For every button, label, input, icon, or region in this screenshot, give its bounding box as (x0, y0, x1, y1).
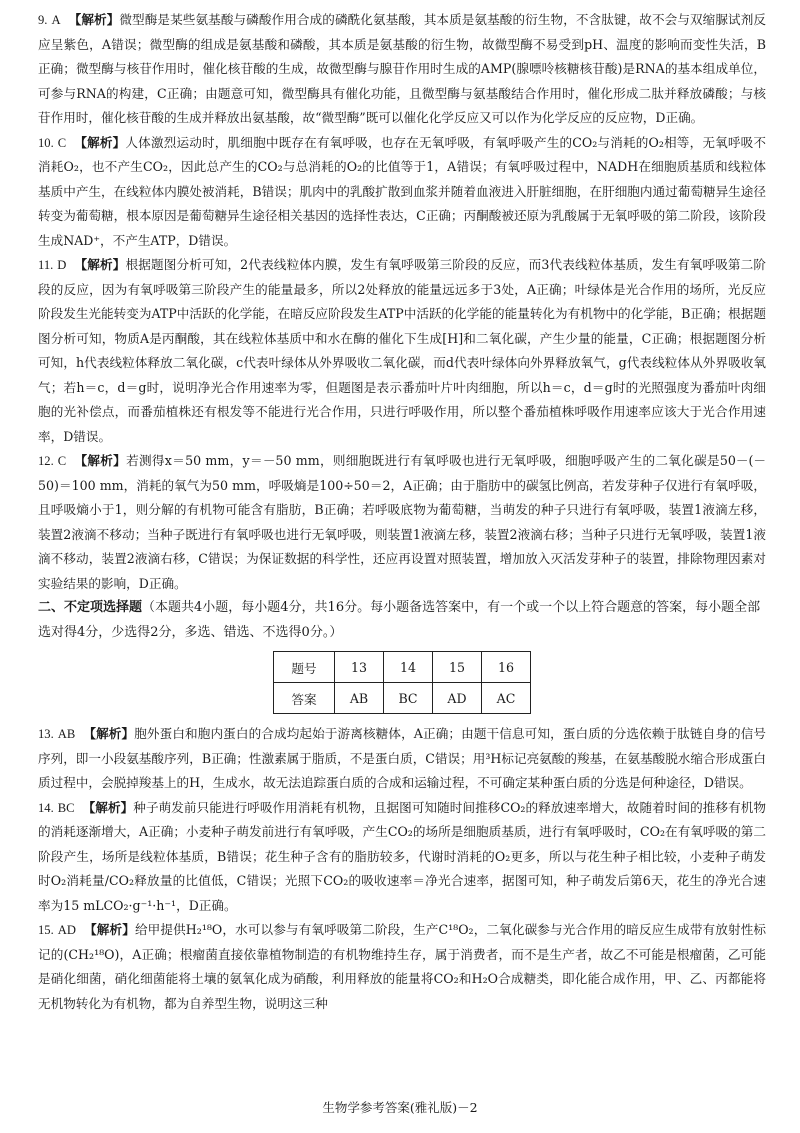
item-explanation: 微型酶是某些氨基酸与磷酸作用合成的磷酰化氨基酸，其本质是氨基酸的衍生物，不含肽键，故不会与双缩脲试剂反应呈紫色，A错误；微型酶的组成是氨基酸和磷酸，其本质是氨基酸的衍生物，故微型酶不易受到pH、温度的影响而变性失活，B正确；微型酶与核苷作用时，催化核苷酸的生成，故微型酶与腺苷作用时生成的AMP(腺嘌呤核糖核苷酸)是RNA的基本组成单位，可参与RNA的构建，C正确；由题意可知，微型酶具有催化功能，且微型酶与氨基酸结合作用时，催化形成二肽并释放磷酸；与核苷作用时，催化核苷酸的生成并释放出氨基酸，故“微型酶”既可以催化化学反应又可以作为化学反应的反应物，D正确。 (38, 12, 767, 125)
table-cell: 15 (433, 652, 482, 683)
answer-item-12 (38, 449, 766, 596)
answer-item-13 (38, 722, 766, 796)
analysis-tag: 【解析】 (74, 453, 127, 468)
answer-table-wrap (38, 651, 766, 714)
analysis-tag: 【解析】 (74, 257, 126, 272)
item-answer: C (57, 135, 67, 150)
table-cell: AB (335, 683, 384, 714)
item-explanation: 根据题图分析可知，2代表线粒体内膜，发生有氧呼吸第三阶段的反应，而3代表线粒体基质，发生有氧呼吸第二阶段的反应，因为有氧呼吸第三阶段产生的能量最多，所以2处释放的能量远远多于3处，A正确；叶绿体是光合作用的场所，光反应阶段发生光能转变为ATP中活跃的化学能，在暗反应阶段发生ATP中活跃的化学能的能量转化为有机物中的化学能，B正确；根据题图分析可知，物质A是丙酮酸，其在线粒体基质中和水在酶的催化下生成[H]和二氧化碳，产生少量的能量，C正确；根据题图分析可知，h代表线粒体释放二氧化碳，c代表叶绿体从外界吸收二氧化碳，而d代表叶绿体向外界释放氧气，g代表线粒体从外界吸收氧气；若h＝c，d＝g时，说明净光合作用速率为零，但题图是表示番茄叶片叶肉细胞，所以h＝c，d＝g时的光照强度为番茄叶肉细胞的光补偿点，而番茄植株还有根发等不能进行光合作用，只进行呼吸作用，所以整个番茄植株呼吸作用速率应该大于光合作用速率，D错误。 (38, 257, 767, 444)
table-row (274, 652, 531, 683)
answer-list-part1 (38, 8, 766, 596)
item-answer: AB (57, 727, 76, 741)
analysis-tag: 【解析】 (68, 12, 120, 27)
item-number: 9. (38, 13, 48, 27)
item-answer: AD (57, 923, 76, 937)
analysis-tag: 【解析】 (82, 799, 134, 815)
answer-item-9 (38, 8, 766, 131)
section-title: 二、不定项选择题 (38, 600, 143, 615)
table-cell: AD (433, 683, 482, 714)
table-cell: 16 (482, 652, 531, 683)
answer-table (273, 651, 531, 714)
item-number: 12. (38, 454, 54, 468)
item-explanation: 若测得x＝50 mm，y＝－50 mm，则细胞既进行有氧呼吸也进行无氧呼吸，细胞呼吸产生的二氧化碳是50－(－50)＝100 mm，消耗的氧气为50 mm，呼吸熵是100÷50＝2，A正确；由于脂肪中的碳氢比例高，若发芽种子仅进行有氧呼吸，且呼吸熵小于1，则分解的有机物可能含有脂肪，B正确；若呼吸底物为葡萄糖，当萌发的种子只进行有氧呼吸，装置1液滴左移，装置2液滴不移动；当种子既进行有氧呼吸也进行无氧呼吸，则装置1液滴左移，装置2液滴右移；当种子只进行无氧呼吸，装置1液滴不移动，装置2液滴右移，C错误；为保证数据的科学性，还应再设置对照装置，增加放入灭活发芽种子的装置，排除物理因素对实验结果的影响，D正确。 (38, 453, 767, 591)
table-cell: 14 (384, 652, 433, 683)
item-explanation: 胞外蛋白和胞内蛋白的合成均起始于游离核糖体，A正确；由题干信息可知，蛋白质的分选依赖于肽链自身的信号序列，即一小段氨基酸序列，B正确；性激素属于脂质，不是蛋白质，C错误；用³H标记亮氨酸的羧基，在氨基酸脱水缩合形成蛋白质过程中，会脱掉羧基上的H，生成水，故无法追踪蛋白质的合成和运输过程，不可确定某种蛋白质的分选是何种途径，D错误。 (38, 726, 766, 790)
item-answer: BC (57, 800, 75, 815)
analysis-tag: 【解析】 (83, 726, 135, 741)
analysis-tag: 【解析】 (83, 922, 135, 937)
analysis-tag: 【解析】 (74, 134, 126, 150)
answer-item-11 (38, 253, 766, 449)
item-explanation: 种子萌发前只能进行呼吸作用消耗有机物，且据图可知随时间推移CO₂的释放速率增大，故随着时间的推移有机物的消耗逐渐增大，A正确；小麦种子萌发前进行有氧呼吸，产生CO₂的场所是细胞质基质，进行有氧呼吸时，CO₂在有氧呼吸的第二阶段产生，场所是线粒体基质，B错误；花生种子含有的脂肪较多，代谢时消耗的O₂更多，所以与花生种子相比较，小麦种子萌发时O₂消耗量/CO₂释放量的比值低，C错误；光照下CO₂的吸收速率＝净光合速率，据图可知，种子萌发后第6天，花生的净光合速率为15 mLCO₂·g⁻¹·h⁻¹，D正确。 (38, 799, 767, 913)
item-explanation: 人体激烈运动时，肌细胞中既存在有氧呼吸，也存在无氧呼吸，有氧呼吸产生的CO₂与消耗的O₂相等，无氧呼吸不消耗O₂，也不产生CO₂，因此总产生的CO₂与总消耗的O₂的比值等于1，A错误；有氧呼吸过程中，NADH在细胞质基质和线粒体基质中产生，在线粒体内膜处被消耗，B错误；肌肉中的乳酸扩散到血浆并随着血液进入肝脏细胞，在肝细胞内通过葡萄糖异生途径转变为葡萄糖，根本原因是葡萄糖异生途径相关基因的选择性表达，C正确；丙酮酸被还原为乳酸属于无氧呼吸的第二阶段，该阶段生成NAD⁺，不产生ATP，D错误。 (38, 134, 767, 248)
section-heading (38, 596, 766, 645)
answer-item-10 (38, 131, 766, 254)
table-row (274, 683, 531, 714)
item-number: 10. (38, 135, 54, 150)
item-answer: D (57, 258, 67, 272)
table-header-cell: 题号 (274, 652, 335, 683)
item-explanation: 给甲提供H₂¹⁸O，水可以参与有氧呼吸第二阶段，生产C¹⁸O₂，二氧化碳参与光合作用的暗反应生成带有放射性标记的(CH₂¹⁸O)，A正确；根瘤菌直接依靠植物制造的有机物维持生存，属于消费者，而不是生产者，故乙不可能是根瘤菌，乙可能是硝化细菌，硝化细菌能将土壤的氨氧化成为硝酸，利用释放的能量将CO₂和H₂O合成糖类，即化能合成作用，甲、乙、丙都能将无机物转化为有机物，都为自养型生物，说明这三种 (38, 922, 767, 1011)
answer-item-14 (38, 796, 766, 919)
table-cell: BC (384, 683, 433, 714)
table-cell: 13 (335, 652, 384, 683)
table-header-cell: 答案 (274, 683, 335, 714)
page-footer: 生物学参考答案(雅礼版)－2 (322, 1100, 478, 1115)
answer-page (38, 8, 766, 1016)
item-number: 14. (38, 800, 54, 815)
item-answer: A (51, 13, 61, 27)
table-cell: AC (482, 683, 531, 714)
item-number: 11. (38, 258, 54, 272)
answer-item-15 (38, 918, 766, 1016)
answer-list-part2 (38, 722, 766, 1016)
section-instructions: （本题共4小题，每小题4分，共16分。每小题备选答案中，有一个或一个以上符合题意的答案，每小题全部选对得4分，少选得2分，多选、错选、不选得0分。） (38, 600, 761, 640)
item-number: 15. (38, 923, 54, 937)
item-number: 13. (38, 727, 54, 741)
item-answer: C (57, 454, 67, 468)
